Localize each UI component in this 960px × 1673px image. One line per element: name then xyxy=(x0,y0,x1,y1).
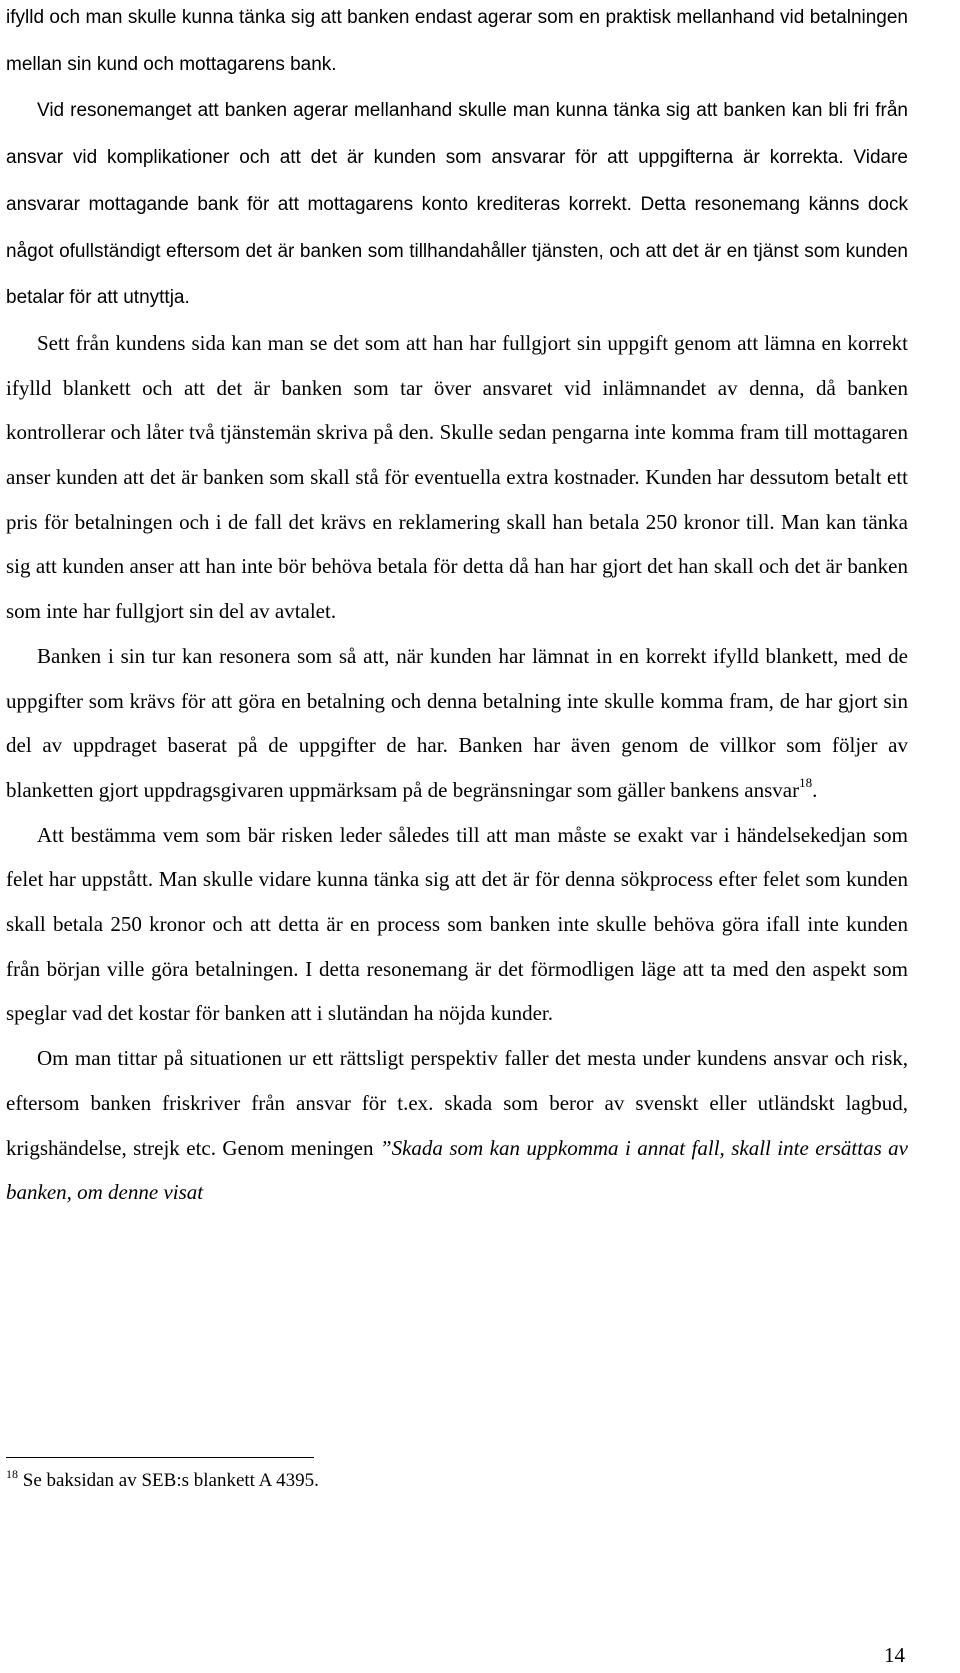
paragraph-6 xyxy=(6,1036,908,1215)
paragraph-2 xyxy=(6,87,908,321)
footnote xyxy=(6,1468,319,1494)
paragraph-1-continuation: ifylld och man skulle kunna tänka sig att banken endast agerar som en praktisk mellanhand vid betalningen mellan sin kund och mottagarens bank. xyxy=(6,7,908,75)
paragraph-2-text: Vid resonemanget att banken agerar mellanhand skulle man kunna tänka sig att banken kan bli fri från ansvar vid komplikationer och att det är kunden som ansvarar för att uppgifterna är korrekta. Vidare ansvarar mottagande bank för att mottagarens konto krediteras korrekt. Detta resonemang känns dock något ofullständigt eftersom det är banken som tillhandahåller tjänsten, och att det är en tjänst som kunden betalar för att utnyttja. xyxy=(6,100,908,309)
footnote-number: 18 xyxy=(6,1466,18,1481)
paragraph-4 xyxy=(6,634,908,813)
page-number: 14 xyxy=(884,1643,905,1667)
paragraph-4-end: . xyxy=(812,777,818,802)
paragraph-3: Sett från kundens sida kan man se det som att han har fullgjort sin uppgift genom att lämna en korrekt ifylld blankett och att det är banken som tar över ansvaret vid inlämnandet av denna, då banken kontrollerar och låter två tjänstemän skriva på den. Skulle sedan pengarna inte komma fram till mottagaren anser kunden att det är banken som skall stå för eventuella extra kostnader. Kunden har dessutom betalt ett pris för betalningen och i de fall det krävs en reklamering skall han betala 250 kronor till. Man kan tänka sig att kunden anser att han inte bör behöva betala för detta då han har gjort det han skall och det är banken som inte har fullgjort sin del av avtalet. xyxy=(6,330,908,624)
body-text xyxy=(6,0,908,1215)
footnote-reference[interactable]: 18 xyxy=(799,774,813,790)
footnote-text: Se baksidan av SEB:s blankett A 4395. xyxy=(18,1470,319,1491)
paragraph-6-text: Om man tittar på situationen ur ett rättsligt perspektiv faller det mesta under kundens ansvar och risk, eftersom banken friskriver från ansvar för t.ex. skada som beror av svenskt eller utländskt lagbud, krigshändelse, strejk etc. Genom meningen xyxy=(6,1046,908,1160)
paragraph-1 xyxy=(6,0,908,87)
paragraph-4-text: Banken i sin tur kan resonera som så att, när kunden har lämnat in en korrekt ifylld blankett, med de uppgifter som krävs för att göra en betalning och denna betalning inte skulle komma fram, de har gjort sin del av uppdraget baserat på de uppgifter de har. Banken har även genom de villkor som följer av blanketten gjort uppdragsgivaren uppmärksam på de begränsningar som gäller bankens ansvar xyxy=(6,643,908,802)
footnote-divider xyxy=(6,1457,314,1458)
paragraph-5: Att bestämma vem som bär risken leder således till att man måste se exakt var i händelsekedjan som felet har uppstått. Man skulle vidare kunna tänka sig att det är för denna sökprocess efter felet som kunden skall betala 250 kronor och att detta är en process som banken inte skulle behöva göra ifall inte kunden från början ville göra betalningen. I detta resonemang är det förmodligen läge att ta med den aspekt som speglar vad det kostar för banken att i slutändan ha nöjda kunder. xyxy=(6,822,908,1026)
quoted-clause: ”Skada som kan uppkomma i annat fall, skall inte ersättas av banken, om denne visat xyxy=(6,1135,908,1205)
